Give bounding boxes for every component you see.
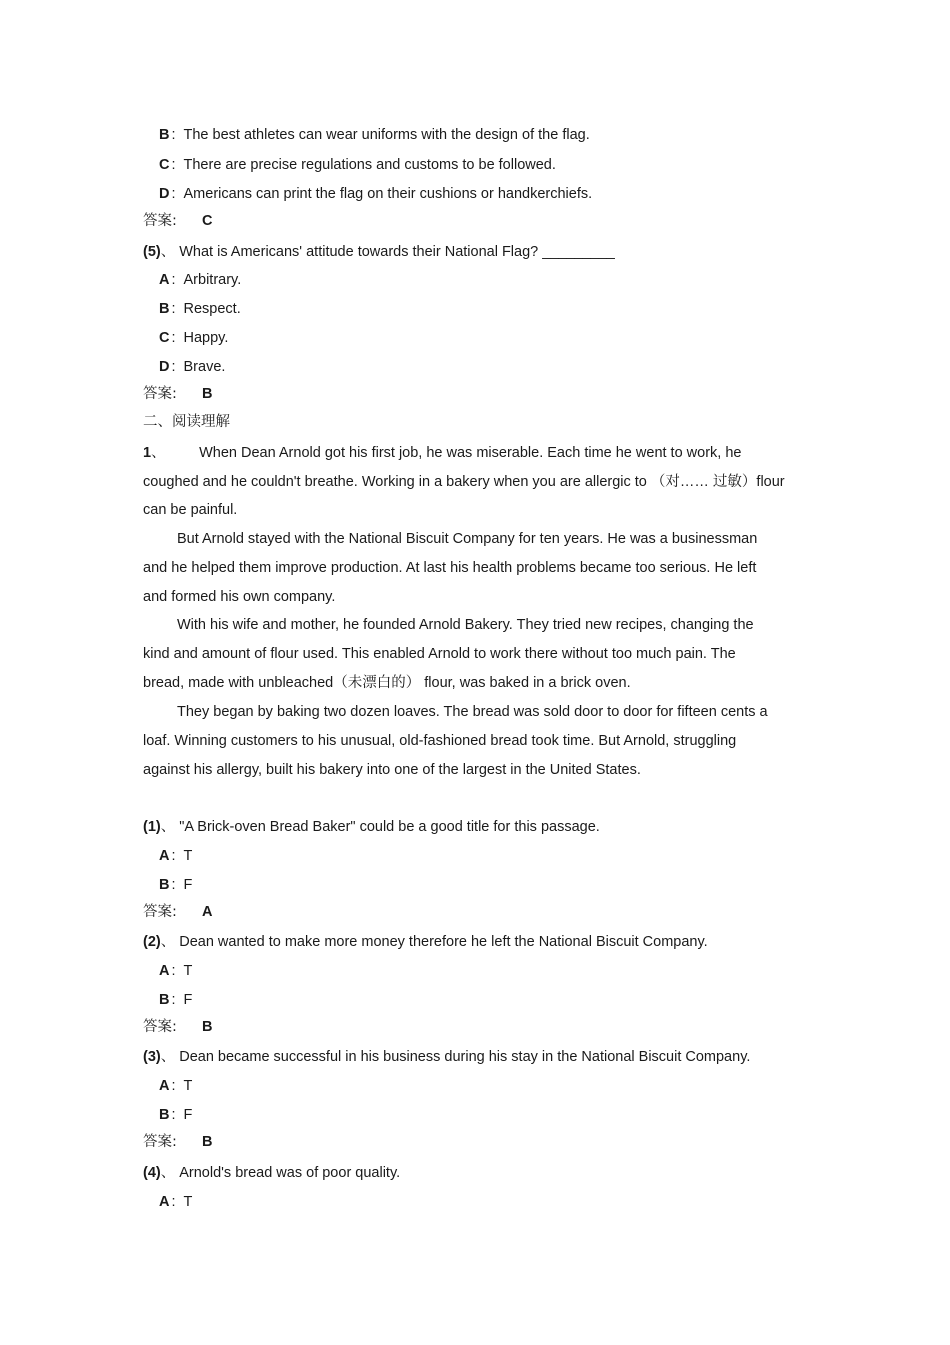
- passage-line: can be painful.: [143, 502, 238, 518]
- option-a: A : T: [159, 1194, 193, 1210]
- answer-line: [143, 903, 212, 921]
- question-mark: 、: [160, 1049, 176, 1065]
- question-mark: 、: [160, 934, 176, 950]
- passage-first-line: [143, 444, 741, 462]
- question-2: [143, 933, 708, 951]
- option-label: A: [159, 1194, 170, 1210]
- question-number: (5): [143, 244, 161, 260]
- passage-mark: 、: [151, 445, 166, 461]
- answer-value: B: [202, 1019, 213, 1035]
- question-3: [143, 1048, 750, 1066]
- passage-line: With his wife and mother, he founded Arnold Bakery. They tried new recipes, changing the: [177, 617, 754, 633]
- question-mark: 、: [160, 1165, 176, 1181]
- option-b: B : F: [159, 1107, 193, 1123]
- option-text: F: [183, 877, 193, 893]
- option-d: D : Americans can print the flag on their cushions or handkerchiefs.: [159, 186, 593, 202]
- option-b: B : F: [159, 992, 193, 1008]
- option-text: There are precise regulations and customs to be followed.: [183, 157, 556, 173]
- answer-value: B: [202, 386, 213, 402]
- option-label: D: [159, 186, 170, 202]
- option-c: C : Happy.: [159, 330, 229, 346]
- answer-value: B: [202, 1134, 213, 1150]
- option-label: B: [159, 127, 170, 143]
- passage-line: and formed his own company.: [143, 589, 336, 605]
- option-text: Americans can print the flag on their cushions or handkerchiefs.: [183, 186, 593, 202]
- question-number: (4): [143, 1165, 161, 1181]
- question-mark: 、: [160, 819, 176, 835]
- answer-line: [143, 385, 212, 403]
- option-text: The best athletes can wear uniforms with the design of the flag.: [183, 127, 590, 143]
- passage-line: loaf. Winning customers to his unusual, old-fashioned bread took time. But Arnold, struggling: [143, 733, 737, 749]
- option-a: A : T: [159, 848, 193, 864]
- option-label: C: [159, 330, 170, 346]
- option-label: A: [159, 272, 170, 288]
- passage-line: bread, made with unbleached（未漂白的） flour, was baked in a brick oven.: [143, 675, 631, 691]
- option-label: B: [159, 877, 170, 893]
- question-mark: 、: [160, 244, 176, 260]
- passage-line: But Arnold stayed with the National Biscuit Company for ten years. He was a businessman: [177, 531, 758, 547]
- option-text: T: [183, 963, 193, 979]
- question-text: Dean wanted to make more money therefore he left the National Biscuit Company.: [179, 934, 708, 950]
- passage-line: kind and amount of flour used. This enabled Arnold to work there without too much pain. The: [143, 646, 736, 662]
- option-text: F: [183, 992, 193, 1008]
- option-text: Arbitrary.: [183, 272, 242, 288]
- answer-label: 答案:: [143, 213, 177, 229]
- option-b: B : The best athletes can wear uniforms with the design of the flag.: [159, 127, 590, 143]
- option-text: F: [183, 1107, 193, 1123]
- section-title: 二、阅读理解: [143, 414, 230, 430]
- answer-label: 答案:: [143, 904, 177, 920]
- answer-value: C: [202, 213, 213, 229]
- answer-line: [143, 212, 212, 230]
- answer-line: [143, 1018, 212, 1036]
- option-b: B : F: [159, 877, 193, 893]
- option-label: C: [159, 157, 170, 173]
- option-text: Happy.: [183, 330, 229, 346]
- option-a: A : T: [159, 963, 193, 979]
- answer-value: A: [202, 904, 213, 920]
- option-text: Brave.: [183, 359, 226, 375]
- question-text: Dean became successful in his business during his stay in the National Biscuit Company.: [179, 1049, 751, 1065]
- option-label: B: [159, 992, 170, 1008]
- option-label: B: [159, 301, 170, 317]
- answer-label: 答案:: [143, 386, 177, 402]
- option-text: T: [183, 1194, 193, 1210]
- passage-line: coughed and he couldn't breathe. Working in a bakery when you are allergic to （对…… 过敏）flour: [143, 474, 785, 490]
- option-label: A: [159, 848, 170, 864]
- option-b: B : Respect.: [159, 301, 241, 317]
- question-number: (3): [143, 1049, 161, 1065]
- answer-label: 答案:: [143, 1134, 177, 1150]
- question-text: Arnold's bread was of poor quality.: [179, 1165, 401, 1181]
- question-text: "A Brick-oven Bread Baker" could be a good title for this passage.: [179, 819, 600, 835]
- answer-label: 答案:: [143, 1019, 177, 1035]
- option-d: D : Brave.: [159, 359, 226, 375]
- question-4: [143, 1164, 400, 1182]
- question-number: (1): [143, 819, 161, 835]
- answer-line: [143, 1133, 212, 1151]
- option-label: B: [159, 1107, 170, 1123]
- question-text: What is Americans' attitude towards their National Flag? _________: [179, 244, 615, 260]
- option-text: T: [183, 848, 193, 864]
- option-label: D: [159, 359, 170, 375]
- question-number: (2): [143, 934, 161, 950]
- option-c: C : There are precise regulations and customs to be followed.: [159, 157, 556, 173]
- option-label: A: [159, 963, 170, 979]
- option-text: T: [183, 1078, 193, 1094]
- option-text: Respect.: [183, 301, 241, 317]
- question-1: [143, 818, 600, 836]
- passage-line: and he helped them improve production. At last his health problems became too serious. He left: [143, 560, 757, 576]
- option-a: A : Arbitrary.: [159, 272, 242, 288]
- option-label: A: [159, 1078, 170, 1094]
- question-5: [143, 243, 615, 261]
- passage-line: They began by baking two dozen loaves. The bread was sold door to door for fifteen cents a: [177, 704, 768, 720]
- passage-line: against his allergy, built his bakery into one of the largest in the United States.: [143, 762, 641, 778]
- passage-number: 1: [143, 445, 152, 461]
- option-a: A : T: [159, 1078, 193, 1094]
- passage-line: When Dean Arnold got his first job, he was miserable. Each time he went to work, he: [199, 445, 742, 461]
